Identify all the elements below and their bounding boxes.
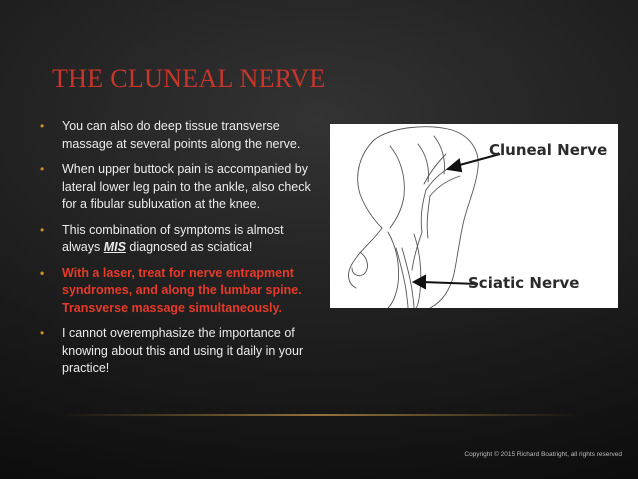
footer-divider bbox=[60, 414, 580, 416]
cluneal-nerve-branch bbox=[427, 196, 430, 238]
bullet-dot-icon: • bbox=[40, 222, 45, 237]
pelvis-outline bbox=[374, 127, 478, 308]
bullet-dot-icon: • bbox=[40, 162, 45, 176]
cluneal-nerve-branch bbox=[421, 190, 426, 232]
femur-outline bbox=[388, 232, 399, 308]
bullet-text: When upper buttock pain is accompanied by lateral lower leg pain to the ankle, also check for a fibular subluxation at the knee. bbox=[62, 162, 311, 211]
trochanter-outline bbox=[352, 252, 367, 276]
ilium-outline bbox=[358, 140, 382, 228]
pelvis-detail bbox=[418, 144, 429, 182]
bullet-list bbox=[40, 118, 325, 386]
sciatic-nerve bbox=[396, 248, 408, 308]
bullet-dot-icon: • bbox=[40, 265, 45, 280]
arrow-head bbox=[414, 276, 425, 288]
sciatic-nerve-label: Sciatic Nerve bbox=[468, 274, 580, 292]
bullet-item bbox=[40, 161, 325, 214]
bullet-text: I cannot overemphasize the importance of knowing about this and using it daily in your practice! bbox=[62, 326, 304, 375]
bullet-text-before: This combination of symptoms is almost always bbox=[62, 222, 284, 254]
bullet-dot-icon: • bbox=[40, 326, 45, 340]
bullet-text: With a laser, treat for nerve entrapment syndromes, and along the lumbar spine. Transverse massage simultaneously. bbox=[62, 265, 302, 315]
pelvis-detail bbox=[434, 136, 445, 174]
nerve-diagram bbox=[330, 124, 618, 308]
bullet-text: You can also do deep tissue transverse massage at several points along the nerve. bbox=[62, 119, 301, 151]
bullet-item bbox=[40, 222, 325, 257]
bullet-emphasis: MIS bbox=[103, 240, 126, 254]
sacrum-outline bbox=[390, 146, 404, 228]
bullet-item bbox=[40, 325, 325, 378]
bullet-text-after: diagnosed as sciatica! bbox=[125, 240, 253, 254]
bullet-item bbox=[40, 118, 325, 153]
arrow-head bbox=[448, 160, 461, 171]
bullet-item-highlight bbox=[40, 265, 325, 318]
slide-title: THE CLUNEAL NERVE bbox=[52, 64, 326, 93]
bullet-dot-icon: • bbox=[40, 119, 45, 133]
copyright-notice: Copyright © 2015 Richard Boatright, all rights reserved bbox=[464, 451, 622, 458]
anatomy-sketch bbox=[330, 124, 618, 308]
femur-outline-inner bbox=[414, 234, 421, 308]
cluneal-nerve-label: Cluneal Nerve bbox=[489, 141, 608, 159]
